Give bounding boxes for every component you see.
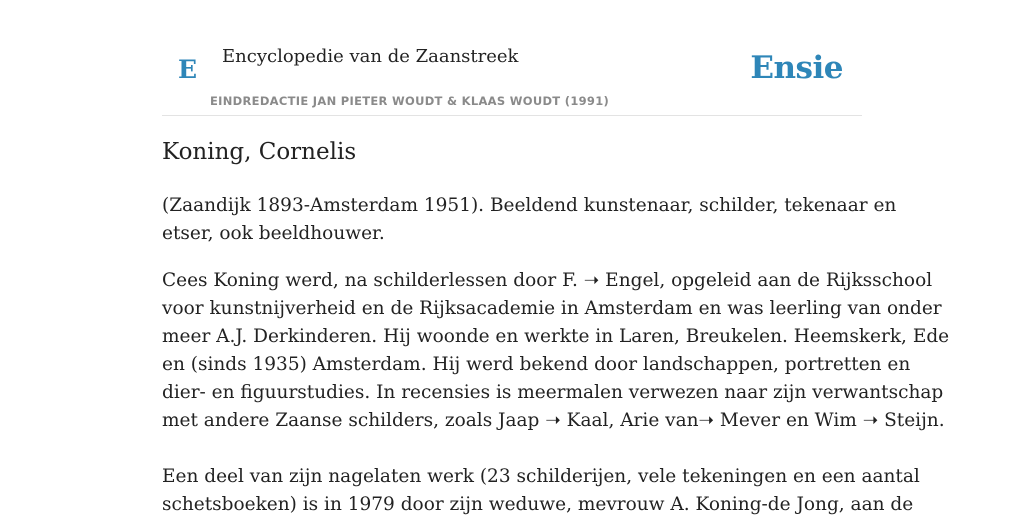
paragraph-biography [162,267,950,435]
text-line: en (sinds 1935) Amsterdam. Hij werd bekend door landschappen, portretten en [162,354,911,375]
text-line: meer A.J. Derkinderen. Hij woonde en werkte in Laren, Breukelen. Heemskerk, Ede [162,326,950,347]
text-line: dier- en figuurstudies. In recensies is meermalen verwezen naar zijn verwantschap [162,382,944,403]
ensie-logo[interactable]: Ensie [750,50,843,86]
paragraph-legacy [162,463,920,519]
site-header [162,0,862,116]
encyclopedia-page [162,0,950,515]
paragraph-intro [162,192,897,248]
text-line: schetsboeken) is in 1979 door zijn weduwe, mevrouw A. Koning-de Jong, aan de [162,494,914,515]
text-line: Een deel van zijn nagelaten werk (23 schilderijen, vele tekeningen en een aantal [162,466,920,487]
text-line: Cees Koning werd, na schilderlessen door F. ➝ Engel, opgeleid aan de Rijksschool [162,270,933,291]
book-title[interactable]: Encyclopedie van de Zaanstreek [222,46,519,67]
text-line: met andere Zaanse schilders, zoals Jaap ➝ Kaal, Arie van➝ Mever en Wim ➝ Steijn. [162,410,945,431]
logo-e-icon[interactable]: E [178,55,198,84]
text-line: (Zaandijk 1893-Amsterdam 1951). Beeldend kunstenaar, schilder, tekenaar en [162,195,897,216]
text-line: voor kunstnijverheid en de Rijksacademie in Amsterdam en was leerling van onder [162,298,942,319]
text-line: etser, ook beeldhouwer. [162,223,385,244]
entry-title: Koning, Cornelis [162,139,357,165]
editors-subtitle: EINDREDACTIE JAN PIETER WOUDT & KLAAS WOUDT (1991) [210,94,610,108]
